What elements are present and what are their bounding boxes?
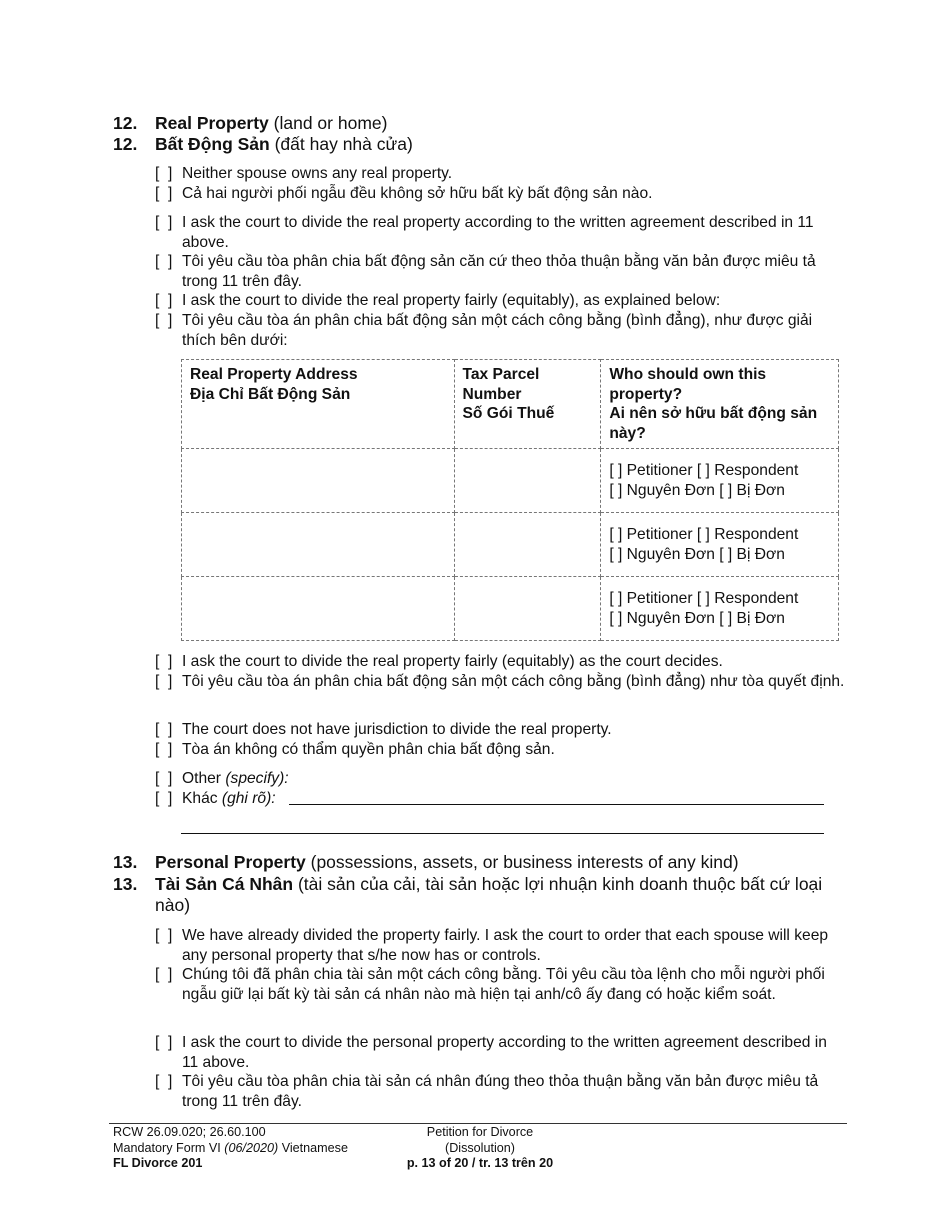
checkbox[interactable]: [ ] (155, 165, 173, 182)
address-cell[interactable] (182, 449, 455, 513)
option-no-jurisdiction-vi[interactable]: [ ] Tòa án không có thẩm quyền phân chia bất động sản. (155, 741, 555, 758)
footer-form-id: FL Divorce 201 (113, 1156, 203, 1170)
other-specify-line[interactable] (289, 804, 824, 805)
address-cell[interactable] (182, 513, 455, 577)
owner-cell[interactable]: [ ] Petitioner [ ] Respondent [ ] Nguyên Đơn [ ] Bị Đơn (601, 577, 839, 641)
footer-form: Mandatory Form VI (06/2020) Vietnamese (113, 1140, 348, 1155)
owner-cell[interactable]: [ ] Petitioner [ ] Respondent [ ] Nguyên Đơn [ ] Bị Đơn (601, 513, 839, 577)
footer-left (113, 1125, 348, 1172)
option-divide-as-explained-en[interactable]: [ ] I ask the court to divide the real property fairly (equitably), as explained below: (155, 292, 721, 309)
footer-center (380, 1125, 580, 1172)
checkbox[interactable]: [ ] (155, 253, 173, 270)
checkbox[interactable]: [ ] (155, 185, 173, 202)
checkbox[interactable]: [ ] (155, 966, 173, 983)
address-cell[interactable] (182, 577, 455, 641)
checkbox[interactable]: [ ] (155, 292, 173, 309)
footer-doc-title: Petition for Divorce (426, 1125, 534, 1139)
checkbox[interactable]: [ ] (155, 1073, 173, 1090)
option-other-vi[interactable]: [ ] Khác (ghi rõ): (155, 790, 276, 807)
footer-divider (109, 1123, 847, 1124)
owner-cell[interactable]: [ ] Petitioner [ ] Respondent [ ] Nguyên Đơn [ ] Bị Đơn (601, 449, 839, 513)
section-12-number: 12. (113, 113, 138, 133)
section-12-number-vi: 12. (113, 134, 138, 154)
section-12-title-en: Real Property (155, 113, 269, 133)
section-13-number: 13. (113, 852, 138, 872)
option-already-divided-vi[interactable]: [ ] Chúng tôi đã phân chia tài sản một cách công bằng. Tôi yêu cầu tòa lệnh cho mỗi người phối ngẫu giữ lại bất kỳ tài sản cá nhân nào mà hiện tại anh/cô ấy đang có hoặc kiểm soát. (155, 966, 825, 1003)
tax-parcel-cell[interactable] (454, 577, 601, 641)
option-already-divided-en[interactable]: [ ] We have already divided the property fairly. I ask the court to order that each spouse will keep any personal property that s/he now has or controls. (155, 927, 829, 964)
checkbox[interactable]: [ ] (155, 1034, 173, 1051)
option-personal-written-agreement-en[interactable]: [ ] I ask the court to divide the personal property according to the written agreement described in 11 above. (155, 1034, 827, 1071)
footer-page-number: p. 13 of 20 / tr. 13 trên 20 (406, 1156, 554, 1170)
column-header-tax-parcel: Tax Parcel Number Số Gói Thuế (454, 360, 601, 449)
option-no-jurisdiction-en[interactable]: [ ] The court does not have jurisdiction to divide the real property. (155, 721, 612, 738)
table-row (182, 577, 839, 641)
checkbox[interactable]: [ ] (155, 927, 173, 944)
section-13-title-vi: Tài Sản Cá Nhân (155, 874, 294, 894)
other-specify-line-2[interactable] (181, 833, 824, 834)
footer-doc-subtitle: (Dissolution) (445, 1140, 515, 1155)
checkbox[interactable]: [ ] (155, 653, 173, 670)
checkbox[interactable]: [ ] (155, 673, 173, 690)
real-property-table (181, 359, 839, 641)
checkbox[interactable]: [ ] (155, 741, 173, 758)
column-header-owner: Who should own this property? Ai nên sở hữu bất động sản này? (601, 360, 839, 449)
option-divide-as-explained-vi[interactable]: [ ] Tôi yêu cầu tòa án phân chia bất động sản một cách công bằng (bình đẳng), như được giải thích bên dưới: (155, 312, 813, 349)
footer-rcw: RCW 26.09.020; 26.60.100 (113, 1125, 266, 1139)
section-12-title-vi: Bất Động Sản (155, 134, 270, 154)
option-written-agreement-vi[interactable]: [ ] Tôi yêu cầu tòa phân chia bất động sản căn cứ theo thỏa thuận bằng văn bản được miêu tả trong 11 trên đây. (155, 253, 816, 290)
table-row (182, 513, 839, 577)
table-row (182, 449, 839, 513)
option-written-agreement-en[interactable]: [ ] I ask the court to divide the real property according to the written agreement described in 11 above. (155, 214, 814, 251)
option-personal-written-agreement-vi[interactable]: [ ] Tôi yêu cầu tòa phân chia tài sản cá nhân đúng theo thỏa thuận bằng văn bản được miêu tả trong 11 trên đây. (155, 1073, 819, 1110)
checkbox[interactable]: [ ] (155, 721, 173, 738)
checkbox[interactable]: [ ] (155, 214, 173, 231)
section-13-number-vi: 13. (113, 874, 138, 894)
option-no-real-property-en[interactable]: [ ] Neither spouse owns any real property. (155, 165, 453, 182)
option-no-real-property-vi[interactable]: [ ] Cả hai người phối ngẫu đều không sở hữu bất kỳ bất động sản nào. (155, 185, 653, 202)
checkbox[interactable]: [ ] (155, 770, 173, 787)
checkbox[interactable]: [ ] (155, 790, 173, 807)
tax-parcel-cell[interactable] (454, 513, 601, 577)
checkbox[interactable]: [ ] (155, 312, 173, 329)
option-other-en[interactable]: [ ] Other (specify): (155, 770, 289, 787)
option-court-decides-en[interactable]: [ ] I ask the court to divide the real property fairly (equitably) as the court decides. (155, 653, 723, 670)
table-header-row (182, 360, 839, 449)
option-court-decides-vi[interactable]: [ ] Tôi yêu cầu tòa án phân chia bất động sản một cách công bằng (bình đẳng) như tòa quyết định. (155, 673, 845, 690)
column-header-address: Real Property Address Địa Chỉ Bất Động Sản (182, 360, 455, 449)
section-13-title-en: Personal Property (155, 852, 306, 872)
tax-parcel-cell[interactable] (454, 449, 601, 513)
